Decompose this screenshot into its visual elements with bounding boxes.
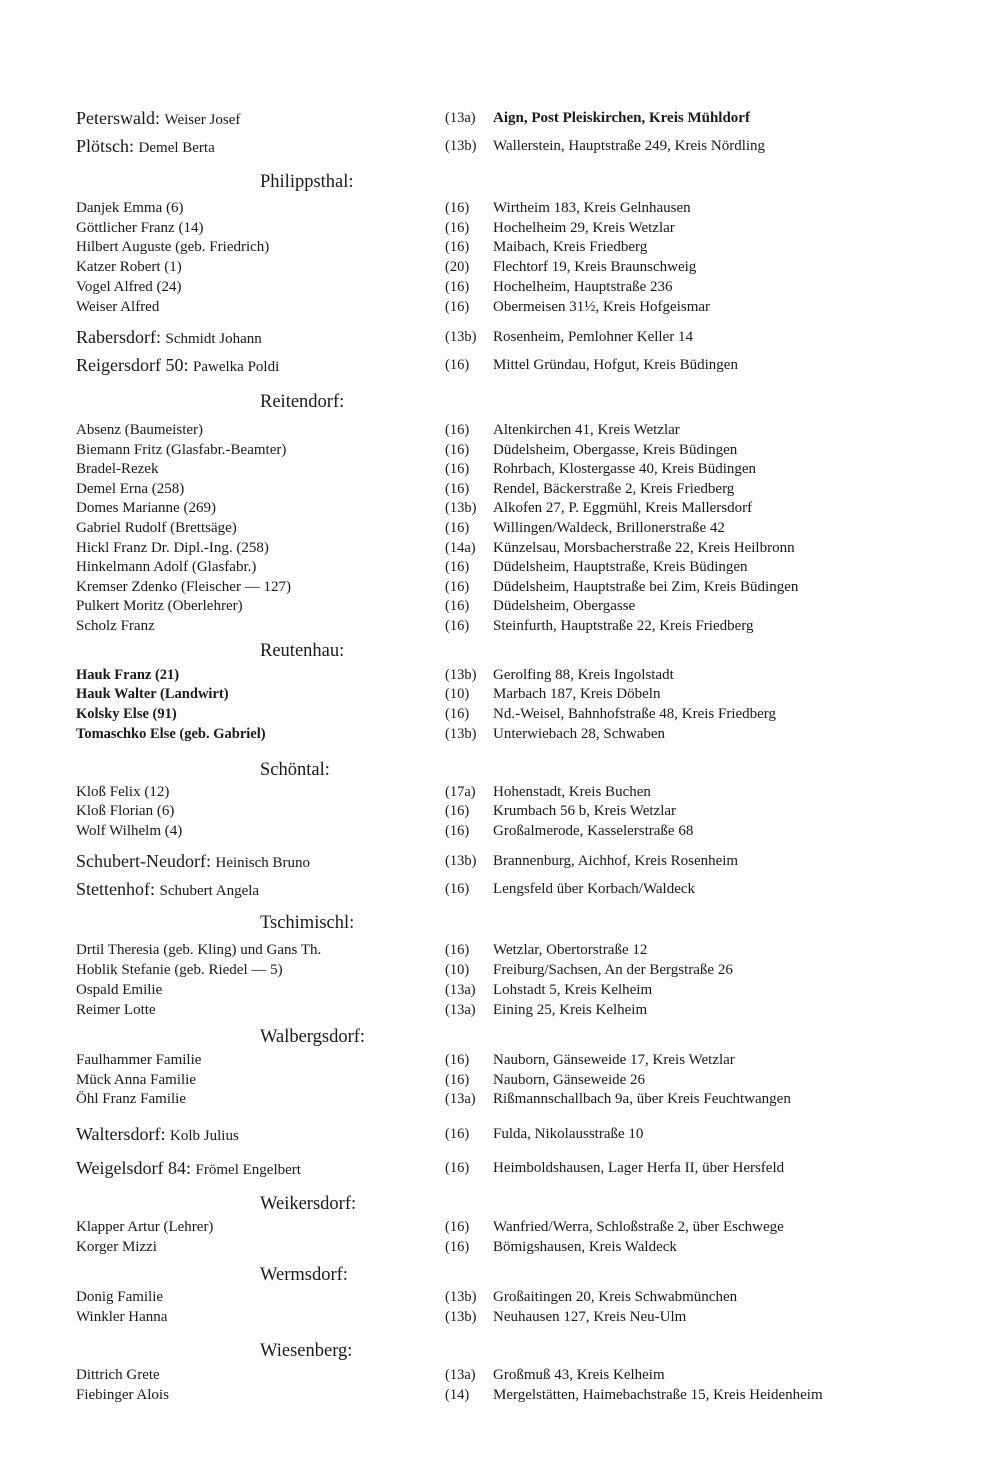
address: Altenkirchen 41, Kreis Wetzlar <box>493 422 680 438</box>
person-name: Faulhammer Familie <box>76 1052 202 1068</box>
person-name: Schubert Angela <box>159 883 260 899</box>
section-heading: Tschimischl: <box>260 913 355 933</box>
section-heading-row <box>0 1027 1000 1047</box>
list-row <box>0 940 1000 960</box>
person-name: Bradel-Rezek <box>76 461 159 477</box>
place-line: Weigelsdorf 84: Frömel Engelbert <box>76 1158 301 1178</box>
address: Bömigshausen, Kreis Waldeck <box>493 1239 677 1255</box>
address: Rißmannschallbach 9a, über Kreis Feuchtwangen <box>493 1091 791 1107</box>
place-name: Peterswald <box>76 108 155 128</box>
section-heading: Weikersdorf: <box>260 1194 357 1214</box>
place-name: Weigelsdorf 84 <box>76 1158 187 1178</box>
postal-code: (14) <box>445 1387 470 1403</box>
section-heading-row <box>0 392 1000 412</box>
list-row <box>0 616 1000 636</box>
place-line: Schubert-Neudorf: Heinisch Bruno <box>76 851 311 871</box>
address: Düdelsheim, Obergasse <box>493 598 636 614</box>
address: Marbach 187, Kreis Döbeln <box>493 686 661 702</box>
section-heading: Wermsdorf: <box>260 1265 348 1285</box>
postal-code: (16) <box>445 1219 470 1235</box>
person-name: Hoblik Stefanie (geb. Riedel — 5) <box>76 962 283 978</box>
list-row <box>0 1237 1000 1257</box>
postal-code: (16) <box>445 803 470 819</box>
place-entry <box>0 851 1000 871</box>
person-name: Öhl Franz Familie <box>76 1091 186 1107</box>
address: Heimboldshausen, Lager Herfa II, über Hersfeld <box>493 1160 785 1176</box>
person-name: Wolf Wilhelm (4) <box>76 823 183 839</box>
postal-code: (13b) <box>445 1309 477 1325</box>
list-row <box>0 297 1000 317</box>
person-name: Hauk Walter (Landwirt) <box>76 686 229 702</box>
person-name: Danjek Emma (6) <box>76 200 184 216</box>
address: Flechtorf 19, Kreis Braunschweig <box>493 259 697 275</box>
address: Nauborn, Gänseweide 17, Kreis Wetzlar <box>493 1052 735 1068</box>
address: Großmuß 43, Kreis Kelheim <box>493 1367 665 1383</box>
postal-code: (16) <box>445 239 470 255</box>
person-name: Kloß Florian (6) <box>76 803 175 819</box>
address: Düdelsheim, Hauptstraße bei Zim, Kreis Büdingen <box>493 579 799 595</box>
postal-code: (17a) <box>445 784 476 800</box>
place-name: Waltersdorf <box>76 1124 161 1144</box>
address: Düdelsheim, Hauptstraße, Kreis Büdingen <box>493 559 748 575</box>
person-name: Donig Familie <box>76 1289 164 1305</box>
postal-code: (13b) <box>445 329 477 345</box>
place-line: Stettenhof: Schubert Angela <box>76 879 260 899</box>
postal-code: (20) <box>445 259 470 275</box>
list-row <box>0 1385 1000 1405</box>
person-name: Vogel Alfred (24) <box>76 279 182 295</box>
place-entry <box>0 327 1000 347</box>
postal-code: (13a) <box>445 110 476 126</box>
postal-code: (13a) <box>445 1091 476 1107</box>
list-row <box>0 577 1000 597</box>
person-name: Frömel Engelbert <box>195 1162 301 1178</box>
list-row <box>0 257 1000 277</box>
person-name: Winkler Hanna <box>76 1309 168 1325</box>
list-row <box>0 665 1000 685</box>
postal-code: (16) <box>445 1239 470 1255</box>
list-row <box>0 237 1000 257</box>
address: Fulda, Nikolausstraße 10 <box>493 1126 644 1142</box>
place-entry <box>0 879 1000 899</box>
address: Freiburg/Sachsen, An der Bergstraße 26 <box>493 962 733 978</box>
postal-code: (16) <box>445 881 470 897</box>
person-name: Pawelka Poldi <box>193 359 280 375</box>
address: Nauborn, Gänseweide 26 <box>493 1072 646 1088</box>
postal-code: (16) <box>445 481 470 497</box>
address: Eining 25, Kreis Kelheim <box>493 1002 648 1018</box>
list-row <box>0 1000 1000 1020</box>
address: Wirtheim 183, Kreis Gelnhausen <box>493 200 691 216</box>
person-name: Scholz Franz <box>76 618 155 634</box>
person-name: Dittrich Grete <box>76 1367 160 1383</box>
person-name: Weiser Alfred <box>76 299 160 315</box>
address: Nd.-Weisel, Bahnhofstraße 48, Kreis Friedberg <box>493 706 777 722</box>
list-row <box>0 277 1000 297</box>
postal-code: (16) <box>445 422 470 438</box>
postal-code: (13a) <box>445 982 476 998</box>
postal-code: (10) <box>445 686 470 702</box>
address: Düdelsheim, Obergasse, Kreis Büdingen <box>493 442 738 458</box>
postal-code: (13b) <box>445 667 477 683</box>
address: Großalmerode, Kasselerstraße 68 <box>493 823 694 839</box>
section-heading-row <box>0 1265 1000 1285</box>
list-row <box>0 1070 1000 1090</box>
postal-code: (16) <box>445 823 470 839</box>
person-name: Demel Berta <box>138 140 215 156</box>
address: Alkofen 27, P. Eggmühl, Kreis Mallersdorf <box>493 500 753 516</box>
list-row <box>0 1365 1000 1385</box>
list-row <box>0 459 1000 479</box>
section-heading-row <box>0 641 1000 661</box>
place-entry <box>0 1124 1000 1144</box>
section-heading: Wiesenberg: <box>260 1341 353 1361</box>
list-row <box>0 596 1000 616</box>
person-name: Schmidt Johann <box>165 331 262 347</box>
person-name: Ospald Emilie <box>76 982 163 998</box>
list-row <box>0 960 1000 980</box>
place-name: Reigersdorf 50 <box>76 355 184 375</box>
list-row <box>0 518 1000 538</box>
list-row <box>0 1089 1000 1109</box>
list-row <box>0 801 1000 821</box>
address: Hohenstadt, Kreis Buchen <box>493 784 651 800</box>
person-name: Drtil Theresia (geb. Kling) und Gans Th. <box>76 942 322 958</box>
person-name: Tomaschko Else (geb. Gabriel) <box>76 726 266 742</box>
postal-code: (16) <box>445 357 470 373</box>
section-heading-row <box>0 1341 1000 1361</box>
postal-code: (10) <box>445 962 470 978</box>
person-name: Hilbert Auguste (geb. Friedrich) <box>76 239 270 255</box>
address: Rosenheim, Pemlohner Keller 14 <box>493 329 693 345</box>
postal-code: (16) <box>445 706 470 722</box>
list-row <box>0 479 1000 499</box>
list-row <box>0 1287 1000 1307</box>
address: Aign, Post Pleiskirchen, Kreis Mühldorf <box>493 110 750 126</box>
postal-code: (16) <box>445 1072 470 1088</box>
postal-code: (13b) <box>445 500 477 516</box>
address: Brannenburg, Aichhof, Kreis Rosenheim <box>493 853 739 869</box>
address: Lengsfeld über Korbach/Waldeck <box>493 881 696 897</box>
place-name: Rabersdorf <box>76 327 156 347</box>
postal-code: (16) <box>445 520 470 536</box>
section-heading-row <box>0 172 1000 192</box>
postal-code: (16) <box>445 579 470 595</box>
postal-code: (16) <box>445 220 470 236</box>
list-row <box>0 557 1000 577</box>
section-heading: Reitendorf: <box>260 392 345 412</box>
person-name: Hauk Franz (21) <box>76 667 180 683</box>
list-row <box>0 1217 1000 1237</box>
place-line: Rabersdorf: Schmidt Johann <box>76 327 262 347</box>
address: Künzelsau, Morsbacherstraße 22, Kreis Heilbronn <box>493 540 795 556</box>
list-row <box>0 1307 1000 1327</box>
postal-code: (16) <box>445 200 470 216</box>
person-name: Göttlicher Franz (14) <box>76 220 204 236</box>
address: Maibach, Kreis Friedberg <box>493 239 648 255</box>
postal-code: (16) <box>445 1052 470 1068</box>
postal-code: (16) <box>445 279 470 295</box>
person-name: Biemann Fritz (Glasfabr.-Beamter) <box>76 442 287 458</box>
list-row <box>0 498 1000 518</box>
person-name: Kolb Julius <box>170 1128 239 1144</box>
address: Mittel Gründau, Hofgut, Kreis Büdingen <box>493 357 738 373</box>
person-name: Gabriel Rudolf (Brettsäge) <box>76 520 237 536</box>
place-line: Peterswald: Weiser Josef <box>76 108 241 128</box>
postal-code: (13b) <box>445 1289 477 1305</box>
list-row <box>0 218 1000 238</box>
address: Steinfurth, Hauptstraße 22, Kreis Friedberg <box>493 618 754 634</box>
place-line: Plötsch: Demel Berta <box>76 136 215 156</box>
address: Hochelheim, Hauptstraße 236 <box>493 279 673 295</box>
postal-code: (16) <box>445 299 470 315</box>
person-name: Absenz (Baumeister) <box>76 422 204 438</box>
person-name: Katzer Robert (1) <box>76 259 182 275</box>
place-line: Reigersdorf 50: Pawelka Poldi <box>76 355 280 375</box>
section-heading: Philippsthal: <box>260 172 354 192</box>
place-entry <box>0 108 1000 128</box>
person-name: Hinkelmann Adolf (Glasfabr.) <box>76 559 257 575</box>
address: Lohstadt 5, Kreis Kelheim <box>493 982 653 998</box>
person-name: Fiebinger Alois <box>76 1387 169 1403</box>
address: Rendel, Bäckerstraße 2, Kreis Friedberg <box>493 481 735 497</box>
place-entry <box>0 136 1000 156</box>
postal-code: (16) <box>445 442 470 458</box>
address: Rohrbach, Klostergasse 40, Kreis Büdingen <box>493 461 757 477</box>
person-name: Weiser Josef <box>164 112 241 128</box>
list-row <box>0 420 1000 440</box>
postal-code: (16) <box>445 598 470 614</box>
person-name: Kloß Felix (12) <box>76 784 170 800</box>
place-name: Schubert-Neudorf <box>76 851 206 871</box>
section-heading-row <box>0 913 1000 933</box>
person-name: Kolsky Else (91) <box>76 706 177 722</box>
postal-code: (16) <box>445 618 470 634</box>
section-heading: Schöntal: <box>260 760 330 780</box>
postal-code: (16) <box>445 942 470 958</box>
postal-code: (13b) <box>445 726 477 742</box>
person-name: Heinisch Bruno <box>215 855 311 871</box>
place-entry <box>0 1158 1000 1178</box>
list-row <box>0 821 1000 841</box>
postal-code: (13b) <box>445 138 477 154</box>
postal-code: (16) <box>445 461 470 477</box>
place-line: Waltersdorf: Kolb Julius <box>76 1124 239 1144</box>
postal-code: (13a) <box>445 1002 476 1018</box>
address: Wanfried/Werra, Schloßstraße 2, über Eschwege <box>493 1219 784 1235</box>
list-row <box>0 980 1000 1000</box>
address: Wallerstein, Hauptstraße 249, Kreis Nördling <box>493 138 766 154</box>
person-name: Mück Anna Familie <box>76 1072 196 1088</box>
postal-code: (16) <box>445 559 470 575</box>
address: Obermeisen 31½, Kreis Hofgeismar <box>493 299 711 315</box>
person-name: Pulkert Moritz (Oberlehrer) <box>76 598 243 614</box>
list-row <box>0 704 1000 724</box>
person-name: Demel Erna (258) <box>76 481 185 497</box>
list-row <box>0 724 1000 744</box>
list-row <box>0 684 1000 704</box>
place-entry <box>0 355 1000 375</box>
person-name: Domes Marianne (269) <box>76 500 216 516</box>
address: Mergelstätten, Haimebachstraße 15, Kreis Heidenheim <box>493 1387 823 1403</box>
person-name: Korger Mizzi <box>76 1239 157 1255</box>
address: Krumbach 56 b, Kreis Wetzlar <box>493 803 677 819</box>
section-heading-row <box>0 760 1000 780</box>
person-name: Klapper Artur (Lehrer) <box>76 1219 214 1235</box>
list-row <box>0 198 1000 218</box>
address: Großaitingen 20, Kreis Schwabmünchen <box>493 1289 738 1305</box>
person-name: Kremser Zdenko (Fleischer — 127) <box>76 579 291 595</box>
list-row <box>0 440 1000 460</box>
postal-code: (13b) <box>445 853 477 869</box>
person-name: Hickl Franz Dr. Dipl.-Ing. (258) <box>76 540 269 556</box>
address: Unterwiebach 28, Schwaben <box>493 726 666 742</box>
list-row <box>0 538 1000 558</box>
place-name: Plötsch <box>76 136 130 156</box>
address: Wetzlar, Obertorstraße 12 <box>493 942 648 958</box>
list-row <box>0 782 1000 802</box>
address: Hochelheim 29, Kreis Wetzlar <box>493 220 675 236</box>
list-row <box>0 1050 1000 1070</box>
postal-code: (14a) <box>445 540 476 556</box>
person-name: Reimer Lotte <box>76 1002 156 1018</box>
section-heading: Reutenhau: <box>260 641 345 661</box>
section-heading: Walbergsdorf: <box>260 1027 366 1047</box>
address: Gerolfing 88, Kreis Ingolstadt <box>493 667 674 683</box>
address: Neuhausen 127, Kreis Neu-Ulm <box>493 1309 687 1325</box>
section-heading-row <box>0 1194 1000 1214</box>
postal-code: (13a) <box>445 1367 476 1383</box>
place-name: Stettenhof <box>76 879 150 899</box>
address: Willingen/Waldeck, Brillonerstraße 42 <box>493 520 725 536</box>
postal-code: (16) <box>445 1126 470 1142</box>
postal-code: (16) <box>445 1160 470 1176</box>
